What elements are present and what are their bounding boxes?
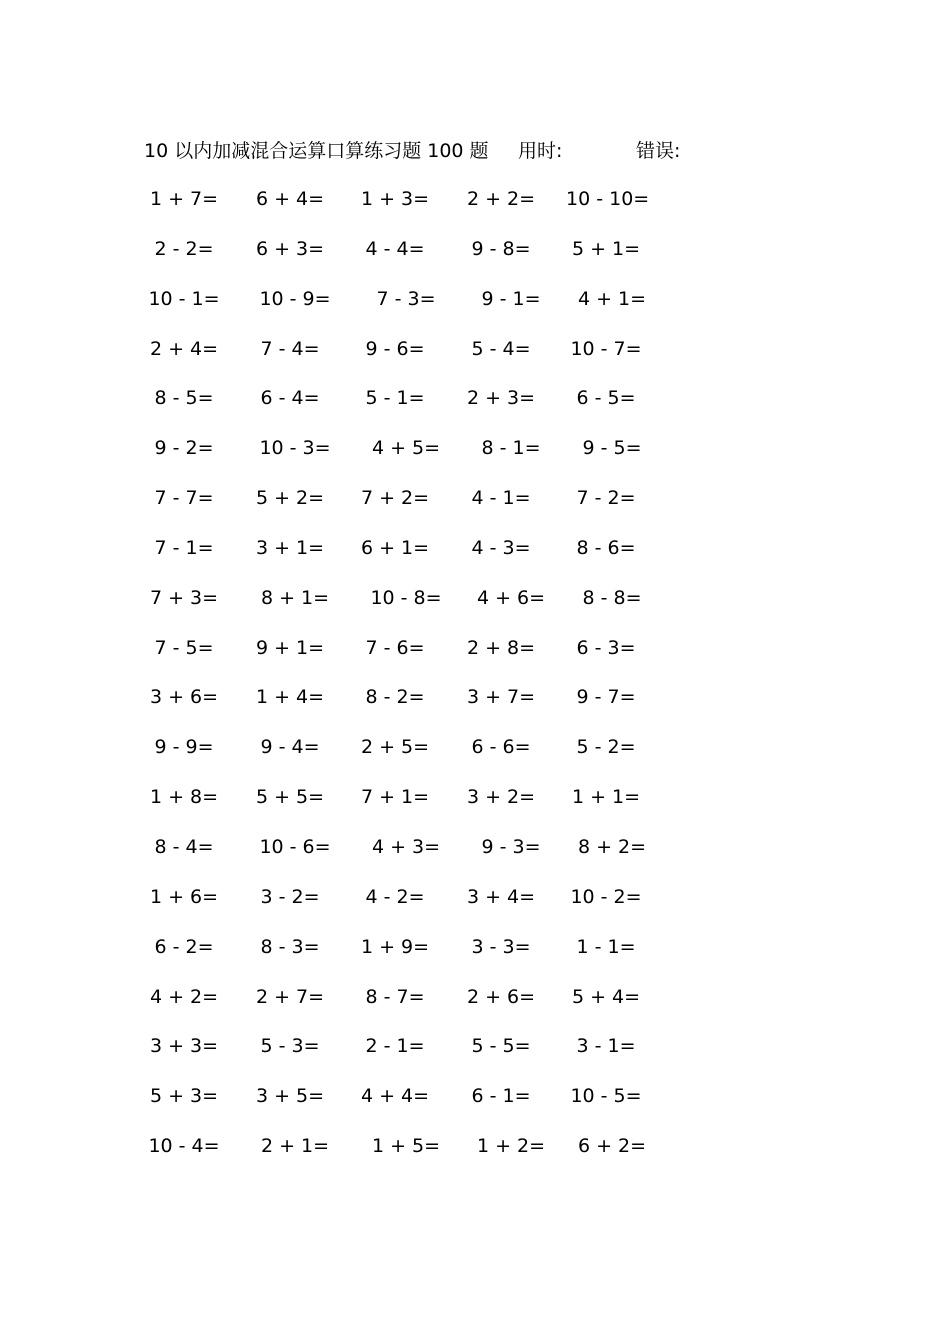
- problem-item: 8 - 1=: [481, 437, 541, 460]
- problem-row: [144, 832, 664, 882]
- error-label: 错误:: [636, 140, 681, 162]
- problem-row: [144, 1081, 664, 1131]
- problem-item: 4 - 1=: [471, 487, 531, 510]
- problem-item: 1 + 2=: [476, 1135, 546, 1158]
- problem-item: 6 - 3=: [576, 636, 636, 659]
- problem-item: 2 + 3=: [466, 387, 536, 410]
- problem-item: 2 + 6=: [466, 985, 536, 1008]
- problem-item: 6 + 1=: [360, 536, 430, 559]
- problem-row: [144, 982, 664, 1032]
- problem-item: 3 + 3=: [149, 1035, 219, 1058]
- problem-item: 7 + 2=: [360, 487, 430, 510]
- problem-row: [144, 782, 664, 832]
- problem-item: 4 + 3=: [371, 835, 441, 858]
- problem-item: 2 + 5=: [360, 736, 430, 759]
- problem-item: 6 - 4=: [260, 387, 320, 410]
- problem-item: 3 + 4=: [466, 885, 536, 908]
- problem-item: 1 + 7=: [149, 188, 219, 210]
- problem-item: 9 - 3=: [481, 835, 541, 858]
- problem-item: 1 - 1=: [576, 935, 636, 958]
- problem-item: 4 + 1=: [577, 287, 647, 310]
- problem-item: 10 - 5=: [570, 1085, 642, 1108]
- problem-item: 7 - 5=: [154, 636, 214, 659]
- problem-row: [144, 533, 664, 583]
- problem-item: 5 - 4=: [471, 337, 531, 360]
- problem-item: 1 + 4=: [255, 686, 325, 709]
- problem-item: 3 - 3=: [471, 935, 531, 958]
- problem-item: 9 - 7=: [576, 686, 636, 709]
- problem-item: 2 + 1=: [260, 1135, 330, 1158]
- problem-row: [144, 433, 664, 483]
- problem-item: 8 - 4=: [154, 835, 214, 858]
- problem-item: 6 - 5=: [576, 387, 636, 410]
- problem-row: [144, 882, 664, 932]
- problem-item: 3 + 1=: [255, 536, 325, 559]
- problem-row: [144, 483, 664, 533]
- problem-item: 3 - 2=: [260, 885, 320, 908]
- problem-item: 5 + 4=: [571, 985, 641, 1008]
- problem-item: 3 + 7=: [466, 686, 536, 709]
- problem-item: 1 + 9=: [360, 935, 430, 958]
- problem-item: 7 - 3=: [376, 287, 436, 310]
- problem-item: 10 - 3=: [259, 437, 331, 460]
- problem-item: 6 - 2=: [154, 935, 214, 958]
- problem-item: 9 - 2=: [154, 437, 214, 460]
- problem-item: 1 + 1=: [571, 786, 641, 809]
- problem-row: [144, 732, 664, 782]
- problem-item: 6 + 2=: [577, 1135, 647, 1158]
- problem-item: 10 - 9=: [259, 287, 331, 310]
- problem-item: 4 - 3=: [471, 536, 531, 559]
- problem-item: 7 - 4=: [260, 337, 320, 360]
- problem-item: 1 + 5=: [371, 1135, 441, 1158]
- problem-item: 8 - 6=: [576, 536, 636, 559]
- problem-item: 8 + 2=: [577, 835, 647, 858]
- problem-item: 1 + 8=: [149, 786, 219, 809]
- problem-row: [144, 234, 664, 284]
- problem-item: 5 - 1=: [365, 387, 425, 410]
- problem-item: 7 - 6=: [365, 636, 425, 659]
- problem-item: 2 - 1=: [365, 1035, 425, 1058]
- problem-item: 3 + 5=: [255, 1085, 325, 1108]
- problem-row: [144, 1131, 664, 1181]
- problem-item: 6 + 3=: [255, 237, 325, 260]
- problem-item: 5 + 3=: [149, 1085, 219, 1108]
- worksheet-title: 10 以内加减混合运算口算练习题 100 题: [144, 140, 489, 162]
- problem-row: [144, 383, 664, 433]
- problem-item: 7 - 1=: [154, 536, 214, 559]
- problem-item: 1 + 3=: [360, 188, 430, 210]
- problem-item: 2 + 4=: [149, 337, 219, 360]
- problem-item: 8 - 5=: [154, 387, 214, 410]
- problem-item: 4 - 2=: [365, 885, 425, 908]
- problem-item: 8 - 7=: [365, 985, 425, 1008]
- problem-item: 9 - 6=: [365, 337, 425, 360]
- problem-item: 5 + 5=: [255, 786, 325, 809]
- problem-item: 5 - 5=: [471, 1035, 531, 1058]
- problem-item: 1 + 6=: [149, 885, 219, 908]
- problem-item: 2 + 7=: [255, 985, 325, 1008]
- problem-item: 5 + 2=: [255, 487, 325, 510]
- problem-item: 7 + 3=: [149, 586, 219, 609]
- problem-item: 9 - 9=: [154, 736, 214, 759]
- problem-item: 10 - 6=: [259, 835, 331, 858]
- problem-item: 4 - 4=: [365, 237, 425, 260]
- problem-item: 9 - 8=: [471, 237, 531, 260]
- problem-item: 10 - 2=: [570, 885, 642, 908]
- problem-item: 2 - 2=: [154, 237, 214, 260]
- problem-item: 8 - 8=: [582, 586, 642, 609]
- problem-item: 3 - 1=: [576, 1035, 636, 1058]
- problem-item: 10 - 10=: [566, 188, 650, 210]
- problem-item: 7 - 2=: [576, 487, 636, 510]
- problem-item: 4 + 6=: [476, 586, 546, 609]
- problem-item: 4 + 4=: [360, 1085, 430, 1108]
- problem-item: 10 - 7=: [570, 337, 642, 360]
- problem-item: 3 + 2=: [466, 786, 536, 809]
- problem-item: 8 + 1=: [260, 586, 330, 609]
- problem-item: 2 + 8=: [466, 636, 536, 659]
- worksheet-header: [144, 136, 744, 166]
- time-label: 用时:: [518, 140, 563, 162]
- problem-item: 6 + 4=: [255, 188, 325, 210]
- problem-item: 6 - 1=: [471, 1085, 531, 1108]
- problem-row: [144, 334, 664, 384]
- problem-item: 9 - 5=: [582, 437, 642, 460]
- problem-item: 2 + 2=: [466, 188, 536, 210]
- problem-row: [144, 184, 664, 234]
- problem-item: 4 + 2=: [149, 985, 219, 1008]
- problem-row: [144, 583, 664, 633]
- problem-row: [144, 682, 664, 732]
- problem-item: 8 - 2=: [365, 686, 425, 709]
- problem-row: [144, 284, 664, 334]
- problem-row: [144, 1031, 664, 1081]
- problem-item: 10 - 4=: [148, 1135, 220, 1158]
- problem-item: 9 + 1=: [255, 636, 325, 659]
- problem-item: 9 - 1=: [481, 287, 541, 310]
- problem-grid: [144, 184, 664, 1181]
- problem-row: [144, 633, 664, 683]
- problem-item: 6 - 6=: [471, 736, 531, 759]
- problem-item: 7 - 7=: [154, 487, 214, 510]
- problem-item: 5 + 1=: [571, 237, 641, 260]
- problem-item: 10 - 1=: [148, 287, 220, 310]
- problem-item: 5 - 2=: [576, 736, 636, 759]
- problem-item: 7 + 1=: [360, 786, 430, 809]
- problem-item: 5 - 3=: [260, 1035, 320, 1058]
- problem-item: 10 - 8=: [370, 586, 442, 609]
- problem-item: 9 - 4=: [260, 736, 320, 759]
- problem-item: 8 - 3=: [260, 935, 320, 958]
- problem-item: 4 + 5=: [371, 437, 441, 460]
- problem-item: 3 + 6=: [149, 686, 219, 709]
- problem-row: [144, 932, 664, 982]
